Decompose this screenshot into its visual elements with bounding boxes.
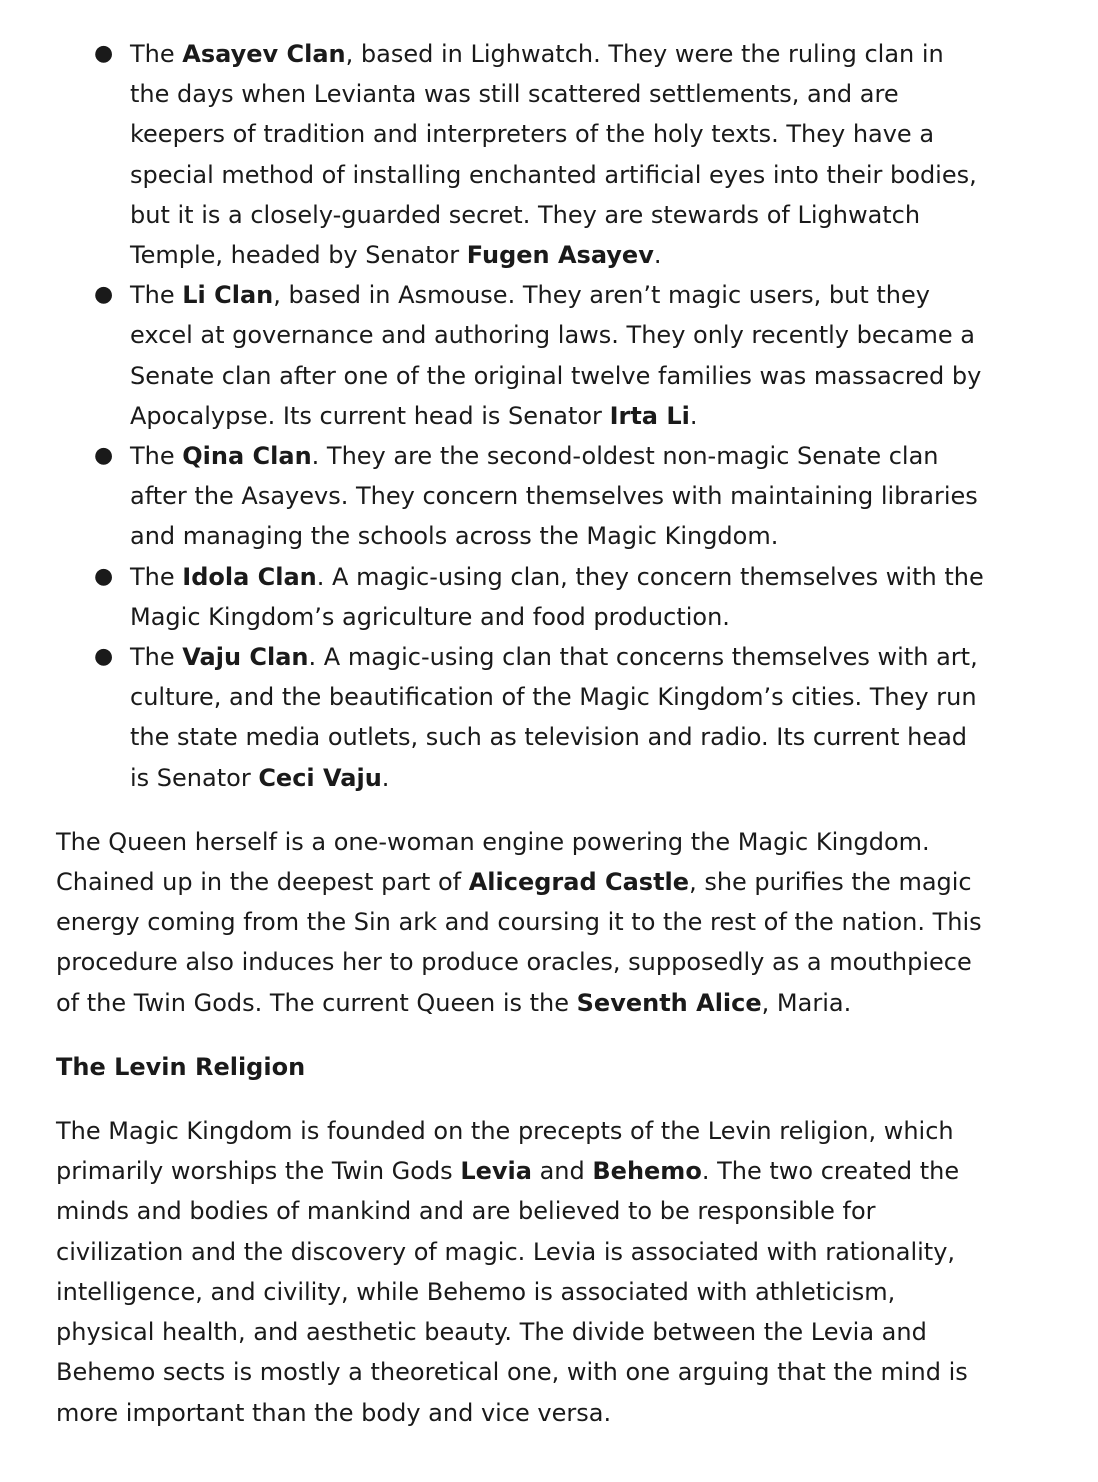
item-text: The xyxy=(130,562,183,591)
list-item xyxy=(94,34,986,275)
queen-paragraph: The Queen herself is a one-woman engine powering the Magic Kingdom. Chained up in the deepest part of Alicegrad Castle, she purifies the magic energy coming from the Sin ark and coursing it to the rest of the nation. This procedure also induces her to produce oracles, supposedly as a mouthpiece of the Twin Gods. The current Queen is the Seventh Alice, Maria. xyxy=(56,827,982,1017)
list-item xyxy=(94,637,986,798)
item-text: The xyxy=(130,442,183,471)
bullet-icon: ● xyxy=(94,563,114,589)
clan-head-name: Fugen Asayev xyxy=(466,241,654,270)
item-text: . A magic-using clan, they concern themselves with the Magic Kingdom’s agriculture and food production. xyxy=(130,562,984,631)
item-text: The xyxy=(130,40,183,68)
item-text: . xyxy=(653,241,662,270)
item-text: , based in Lighwatch. They were the ruling clan in the days when Levianta was still scattered settlements, and are keepers of tradition and interpreters of the holy texts. They have a special method of installing enchanted artificial eyes into their bodies, but it is a closely-guarded secret. They are stewards of Lighwatch Temple, headed by Senator xyxy=(130,40,977,270)
god-name: Behemo xyxy=(592,1157,702,1186)
bullet-icon: ● xyxy=(94,41,114,66)
clan-name: Li Clan xyxy=(182,281,274,310)
clan-list xyxy=(56,34,986,798)
section-heading: The Levin Religion xyxy=(56,1052,306,1081)
religion-paragraph: The Magic Kingdom is founded on the precepts of the Levin religion, which primarily worships the Twin Gods Levia and Behemo. The two created the minds and bodies of mankind and are believed to be responsible for civilization and the discovery of magic. Levia is associated with rationality, intelligence, and civility, while Behemo is associated with athleticism, physical health, and aesthetic beauty. The divide between the Levia and Behemo sects is mostly a theoretical one, with one arguing that the mind is more important than the body and vice versa. xyxy=(56,1117,968,1427)
item-text: The xyxy=(130,643,183,672)
god-name: Levia xyxy=(460,1157,532,1186)
clan-head-name: Ceci Vaju xyxy=(258,763,382,792)
item-text: . xyxy=(381,763,390,792)
clan-name: Qina Clan xyxy=(182,442,312,471)
clan-name: Vaju Clan xyxy=(182,643,309,672)
clan-head-name: Irta Li xyxy=(609,401,690,430)
castle-name: Alicegrad Castle xyxy=(468,868,690,897)
list-item xyxy=(94,275,986,436)
item-text: , based in Asmouse. They aren’t magic users, but they excel at governance and authoring laws. They only recently became a Senate clan after one of the original twelve families was massacred by Apocalypse. Its current head is Senator xyxy=(130,281,982,430)
bullet-icon: ● xyxy=(94,443,114,469)
list-item xyxy=(94,436,986,557)
item-text: The xyxy=(130,281,183,310)
bullet-icon: ● xyxy=(94,282,114,308)
list-item xyxy=(94,557,986,637)
item-text: . A magic-using clan that concerns themselves with art, culture, and the beautification of the Magic Kingdom’s cities. They run the state media outlets, such as television and radio. Its current head is Senator xyxy=(130,643,978,792)
clan-name: Asayev Clan xyxy=(182,40,346,68)
bullet-icon: ● xyxy=(94,644,114,670)
queen-title: Seventh Alice xyxy=(576,988,762,1017)
item-text: . They are the second-oldest non-magic Senate clan after the Asayevs. They concern themselves with maintaining libraries and managing the schools across the Magic Kingdom. xyxy=(130,442,978,551)
item-text: . xyxy=(689,401,698,430)
clan-name: Idola Clan xyxy=(182,562,317,591)
